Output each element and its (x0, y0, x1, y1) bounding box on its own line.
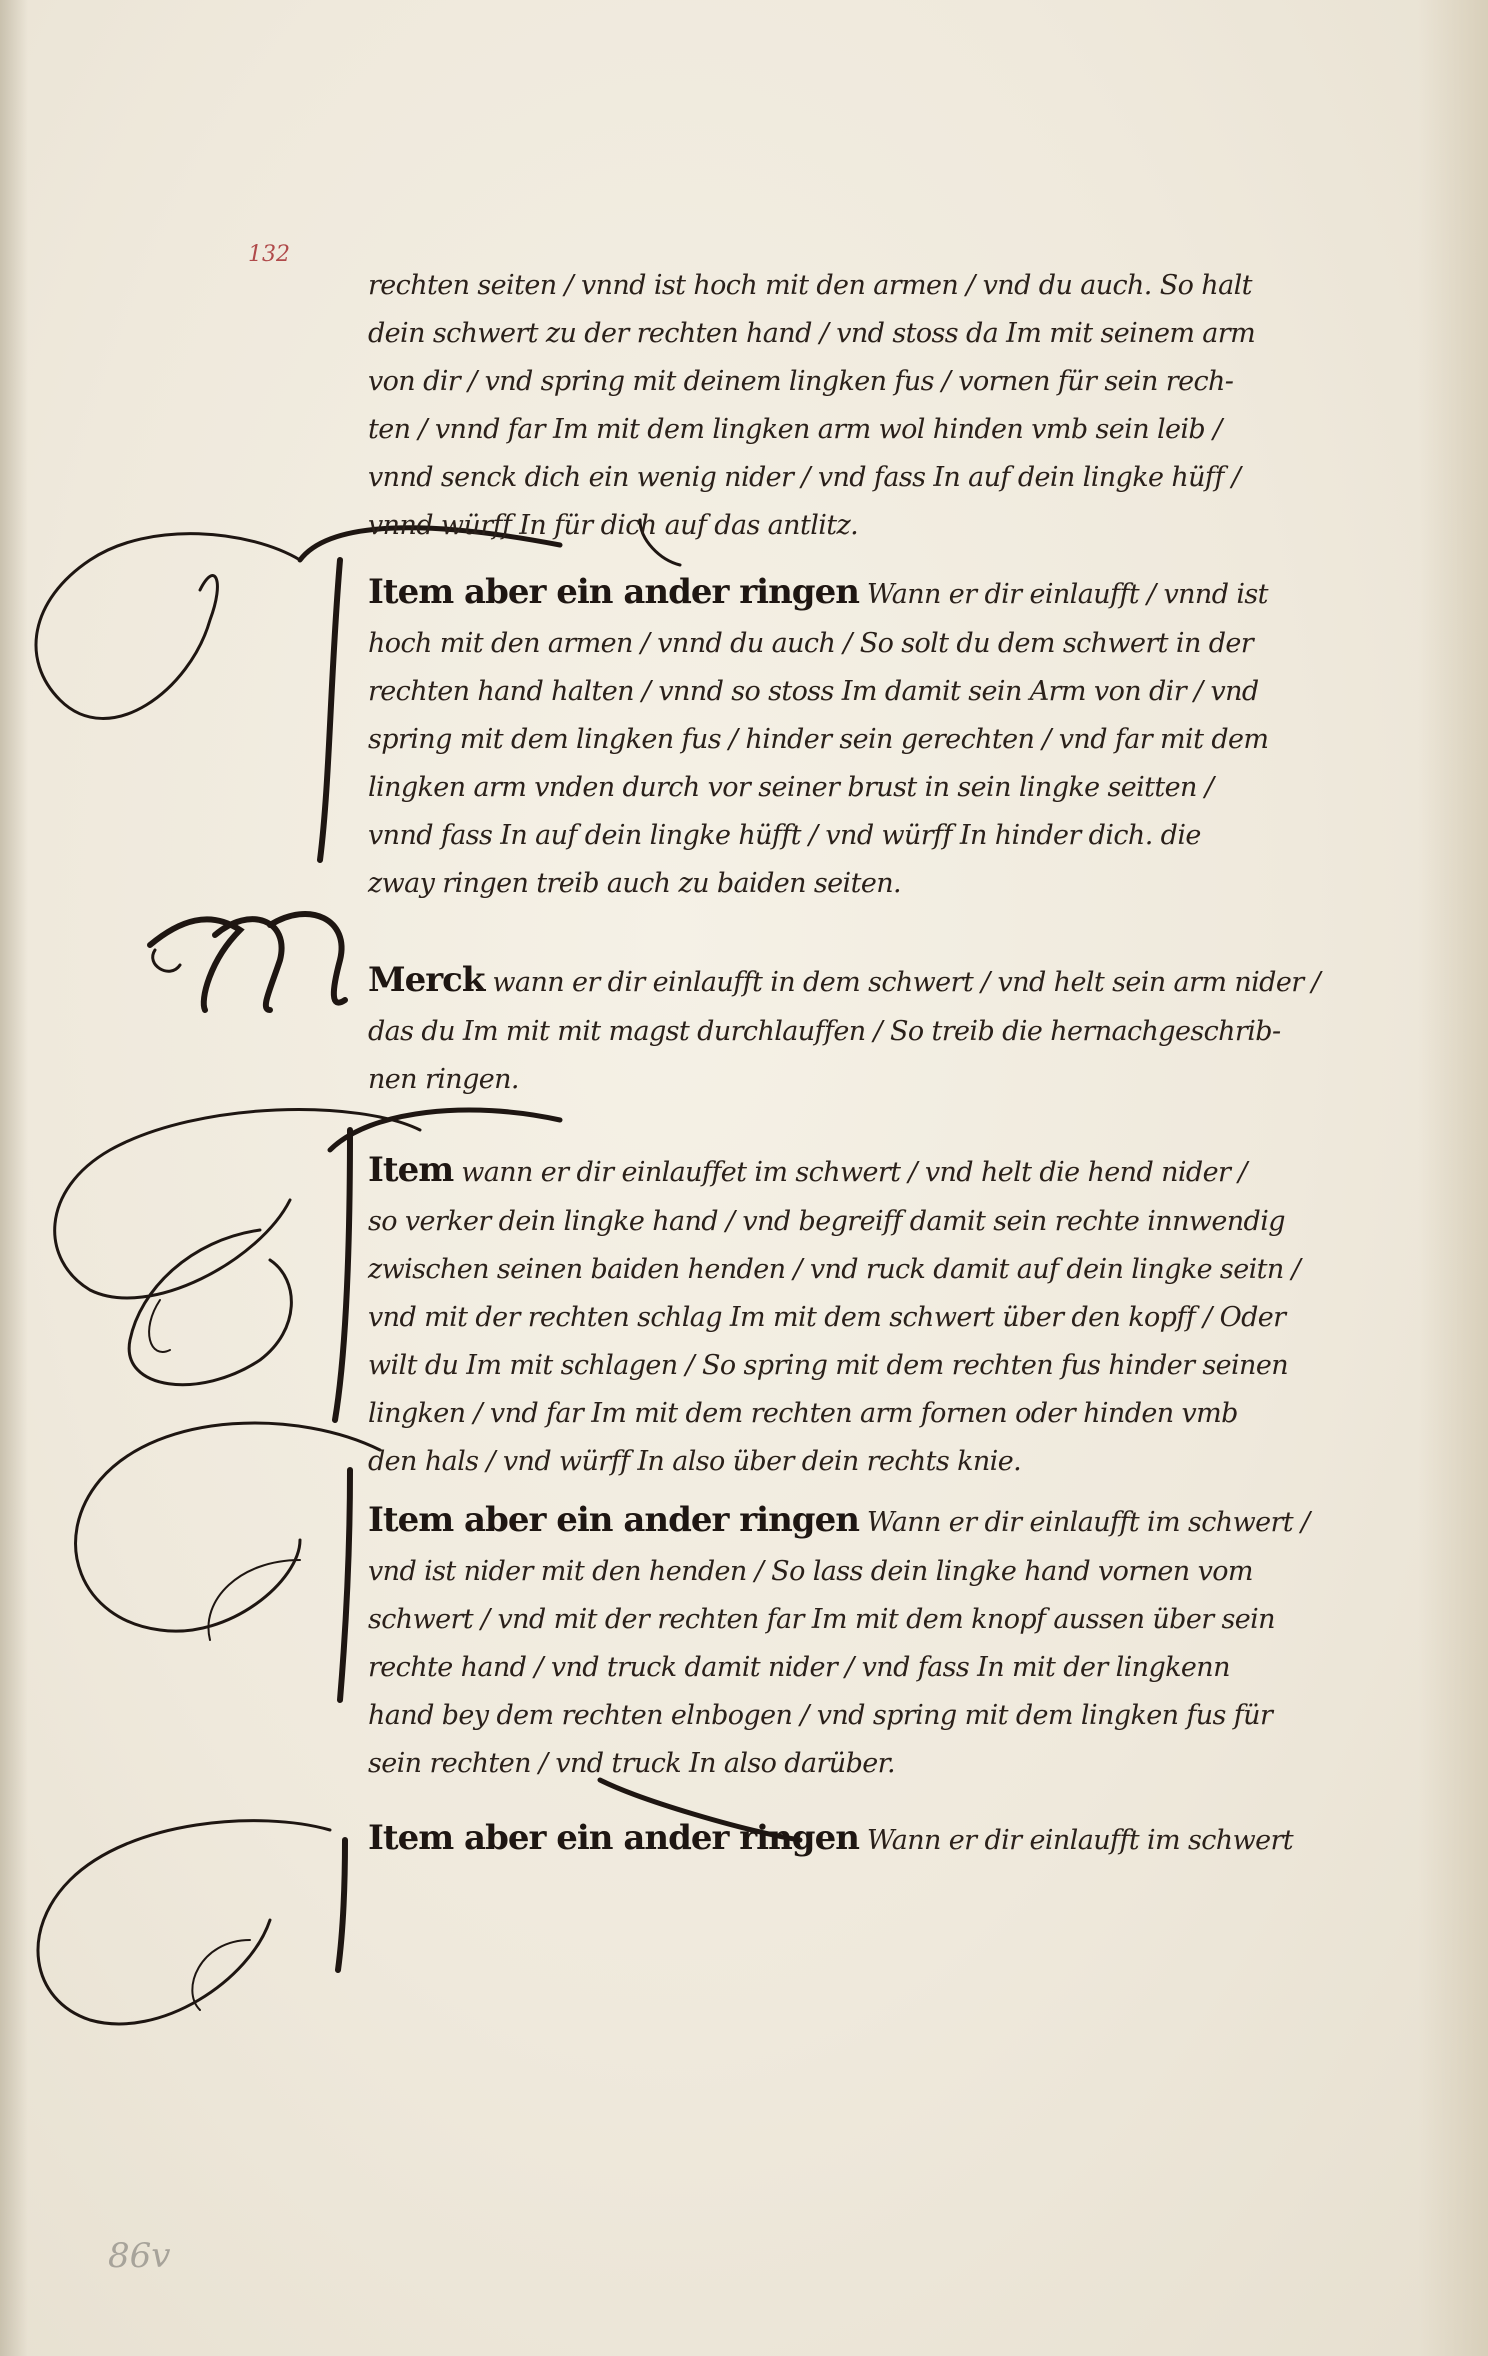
text-line: rechten hand halten / vnnd so stoss Im damit sein Arm von dir / vnd (368, 676, 1259, 707)
text-line: lingken arm vnden durch vor seiner brust in sein lingke seitten / (368, 772, 1214, 803)
folio-number-pencil: 86v (108, 2236, 171, 2276)
text-line: vnnd senck dich ein wenig nider / vnd fass In auf dein lingke hüff / (368, 462, 1241, 493)
calligraphic-initial-i-icon (38, 1780, 800, 2024)
text-line: so verker dein lingke hand / vnd begreiff damit sein rechte innwendig (368, 1206, 1285, 1237)
text-line: nen ringen. (368, 1064, 519, 1095)
heading-continuation: wann er dir einlauffet im schwert / vnd helt die hend nider / (453, 1157, 1247, 1188)
text-line: vnd ist nider mit den henden / So lass dein lingke hand vornen vom (368, 1556, 1253, 1587)
text-line: hoch mit den armen / vnnd du auch / So solt du dem schwert in der (368, 628, 1254, 659)
text-line: den hals / vnd würff In also über dein rechts knie. (368, 1446, 1022, 1477)
text-line: rechten seiten / vnnd ist hoch mit den armen / vnd du auch. So halt (368, 270, 1252, 301)
heading-text: Item (368, 1150, 454, 1190)
heading-text: Item aber ein ander ringen (368, 1500, 859, 1540)
paragraph-heading (368, 572, 1268, 612)
text-line: zwischen seinen baiden henden / vnd ruck damit auf dein lingke seitn / (368, 1254, 1301, 1285)
text-line: hand bey dem rechten elnbogen / vnd spring mit dem lingken fus für (368, 1700, 1273, 1731)
text-line: zway ringen treib auch zu baiden seiten. (368, 868, 901, 899)
text-line: ten / vnnd far Im mit dem lingken arm wol hinden vmb sein leib / (368, 414, 1222, 445)
text-line: wilt du Im mit schlagen / So spring mit dem rechten fus hinder seinen (368, 1350, 1289, 1381)
paragraph-heading (368, 1150, 1247, 1190)
heading-continuation: Wann er dir einlaufft im schwert / (858, 1507, 1310, 1538)
calligraphic-initial-i-icon (76, 1423, 380, 1700)
paragraph-heading (368, 1818, 1293, 1858)
text-line: schwert / vnd mit der rechten far Im mit dem knopf aussen über sein (368, 1604, 1275, 1635)
text-line: sein rechten / vnd truck In also darüber. (368, 1748, 895, 1779)
text-line: dein schwert zu der rechten hand / vnd stoss da Im mit seinem arm (368, 318, 1256, 349)
folio-number-red: 132 (248, 242, 290, 267)
text-line: das du Im mit mit magst durchlauffen / So treib die hernachgeschrib- (368, 1016, 1281, 1047)
heading-continuation: Wann er dir einlaufft / vnnd ist (858, 579, 1268, 610)
text-line: lingken / vnd far Im mit dem rechten arm fornen oder hinden vmb (368, 1398, 1238, 1429)
heading-continuation: Wann er dir einlaufft im schwert (858, 1825, 1294, 1856)
paragraph-heading (368, 960, 1320, 1000)
text-line: vnd mit der rechten schlag Im mit dem schwert über den kopff / Oder (368, 1302, 1286, 1333)
heading-continuation: wann er dir einlaufft in dem schwert / vnd helt sein arm nider / (484, 967, 1321, 998)
text-line: vnnd fass In auf dein lingke hüfft / vnd würff In hinder dich. die (368, 820, 1201, 851)
paragraph-heading (368, 1500, 1310, 1540)
calligraphic-initial-m-icon (150, 914, 345, 1010)
heading-text: Merck (368, 960, 485, 1000)
text-line: spring mit dem lingken fus / hinder sein gerechten / vnd far mit dem (368, 724, 1269, 755)
text-line: von dir / vnd spring mit deinem lingken fus / vornen für sein rech- (368, 366, 1234, 397)
text-line: rechte hand / vnd truck damit nider / vnd fass In mit der lingkenn (368, 1652, 1230, 1683)
heading-text: Item aber ein ander ringen (368, 572, 859, 612)
heading-text: Item aber ein ander ringen (368, 1818, 859, 1858)
text-line: vnnd würff In für dich auf das antlitz. (368, 510, 859, 541)
